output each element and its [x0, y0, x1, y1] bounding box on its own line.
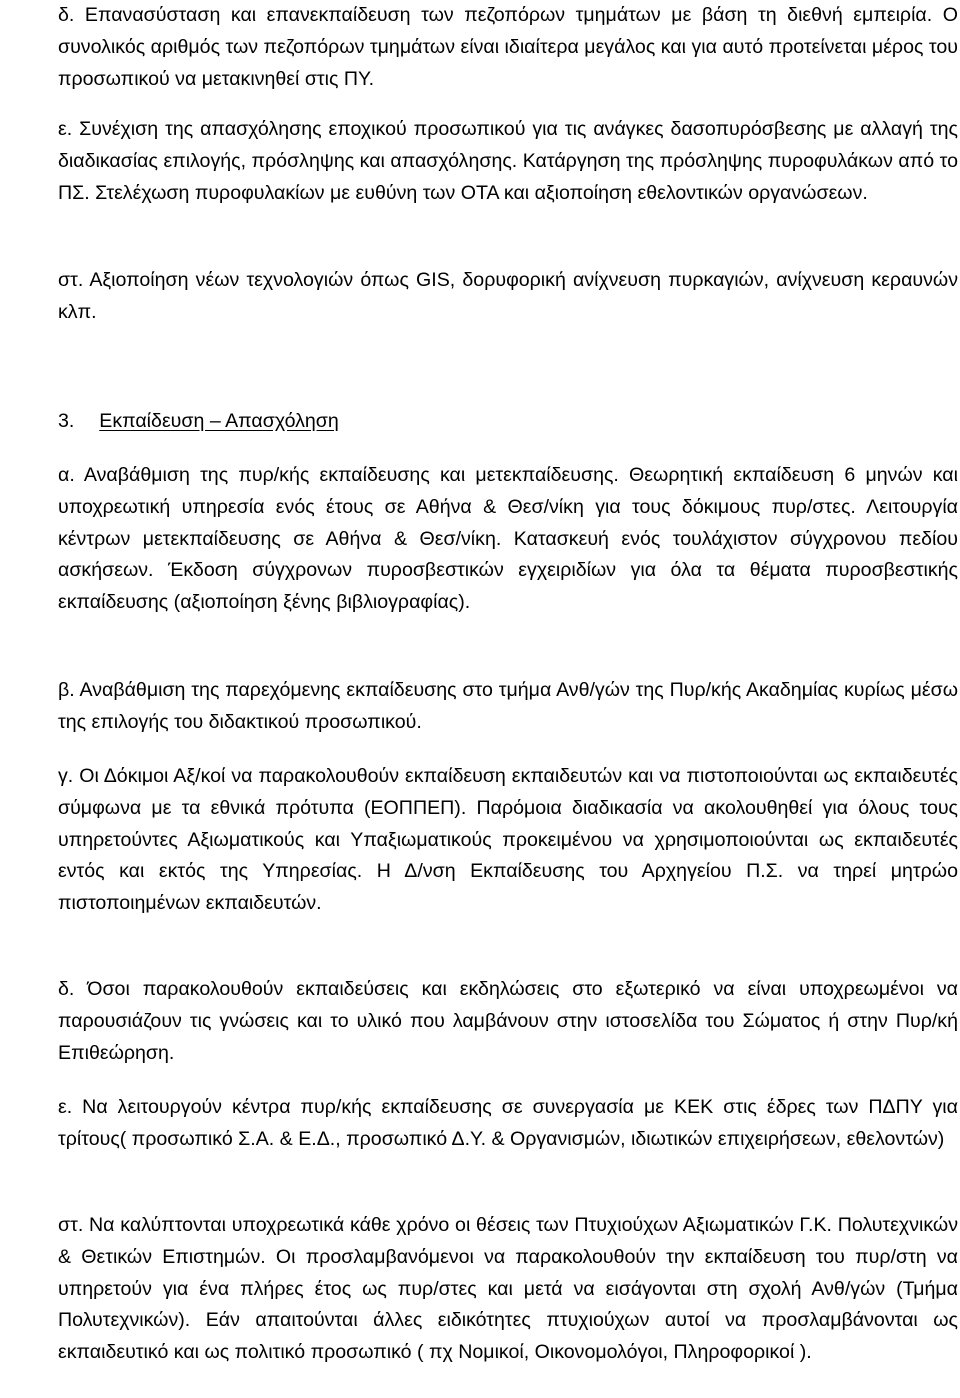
- paragraph-item-e-prev: ε. Συνέχιση της απασχόλησης εποχικού προσωπικού για τις ανάγκες δασοπυρόσβεσης με αλλαγή της διαδικασίας επιλογής, πρόσληψης και απασχόλησης. Κατάργηση της πρόσληψης πυροφυλάκων από το ΠΣ. Στελέχωση πυροφυλακίων με ευθύνη των ΟΤΑ και αξιοποίηση εθελοντικών οργανώσεων.: [58, 118, 958, 204]
- paragraph-item-e: ε. Να λειτουργούν κέντρα πυρ/κής εκπαίδευσης σε συνεργασία με ΚΕΚ στις έδρες των ΠΔΠΥ για τρίτους( προσωπικό Σ.Α. & Ε.Δ., προσωπικό Δ.Υ. & Οργανισμών, ιδιωτικών επιχειρήσεων, εθελοντών): [58, 1096, 958, 1150]
- section-title: Εκπαίδευση – Απασχόληση: [99, 410, 339, 432]
- paragraph-item-st-prev: στ. Αξιοποίηση νέων τεχνολογιών όπως GIS, δορυφορική ανίχνευση πυρκαγιών, ανίχνευση κεραυνών κλπ.: [58, 269, 958, 323]
- paragraph-item-d: δ. Όσοι παρακολουθούν εκπαιδεύσεις και εκδηλώσεις στο εξωτερικό να είναι υποχρεωμένοι να παρουσιάζουν τις γνώσεις και το υλικό που λαμβάνουν στην ιστοσελίδα του Σώματος ή στην Πυρ/κή Επιθεώρηση.: [58, 978, 958, 1064]
- section-number: 3.: [58, 410, 75, 432]
- paragraph-item-b: β. Αναβάθμιση της παρεχόμενης εκπαίδευσης στο τμήμα Ανθ/γών της Πυρ/κής Ακαδημίας κυρίως μέσω της επιλογής του διδακτικού προσωπικού.: [58, 679, 958, 733]
- paragraph-item-st: στ. Να καλύπτονται υποχρεωτικά κάθε χρόνο οι θέσεις των Πτυχιούχων Αξιωματικών Γ.Κ. Πολυτεχνικών & Θετικών Επιστημών. Οι προσλαμβανόμενοι να παρακολουθούν την εκπαίδευση του πυρ/στη να υπηρετούν για ένα πλήρες έτος ως πυρ/στες και μετά να εισάγονται στη σχολή Ανθ/γών (Τμήμα Πολυτεχνικών). Εάν απαιτούνται άλλες ειδικότητες πτυχιούχων αυτοί να προσλαμβάνονται ως εκπαιδευτικό και ως πολιτικό προσωπικό ( πχ Νομικοί, Οικονομολόγοι, Πληροφορικοί ).: [58, 1214, 958, 1364]
- paragraph-item-g: γ. Οι Δόκιμοι Αξ/κοί να παρακολουθούν εκπαίδευση εκπαιδευτών και να πιστοποιούνται ως εκπαιδευτές σύμφωνα με τα εθνικά πρότυπα (ΕΟΠΠΕΠ). Παρόμοια διαδικασία να ακολουθηθεί για όλους τους υπηρετούντες Αξιωματικούς και Υπαξιωματικούς προκειμένου να χρησιμοποιούνται ως εκπαιδευτές εντός και εκτός της Υπηρεσίας. Η Δ/νση Εκπαίδευσης του Αρχηγείου Π.Σ. να τηρεί μητρώο πιστοποιημένων εκπαιδευτών.: [58, 765, 958, 915]
- section-heading: [58, 406, 339, 438]
- paragraph-item-a: α. Αναβάθμιση της πυρ/κής εκπαίδευσης και μετεκπαίδευσης. Θεωρητική εκπαίδευση 6 μηνών και υποχρεωτική υπηρεσία ενός έτους σε Αθήνα & Θεσ/νίκη για τους δόκιμους πυρ/στες. Λειτουργία κέντρων μετεκπαίδευσης σε Αθήνα & Θεσ/νίκη. Κατασκευή ενός τουλάχιστον σύγχρονου πεδίου ασκήσεων. Έκδοση σύγχρονων πυροσβεστικών εγχειριδίων για όλα τα θέματα πυροσβεστικής εκπαίδευσης (αξιοποίηση ξένης βιβλιογραφίας).: [58, 464, 958, 614]
- paragraph-item-d-prev: δ. Επανασύσταση και επανεκπαίδευση των πεζοπόρων τμημάτων με βάση τη διεθνή εμπειρία. Ο συνολικός αριθμός των πεζοπόρων τμημάτων είναι ιδιαίτερα μεγάλος και για αυτό προτείνεται μέρος του προσωπικού να μετακινηθεί στις ΠΥ.: [58, 4, 958, 90]
